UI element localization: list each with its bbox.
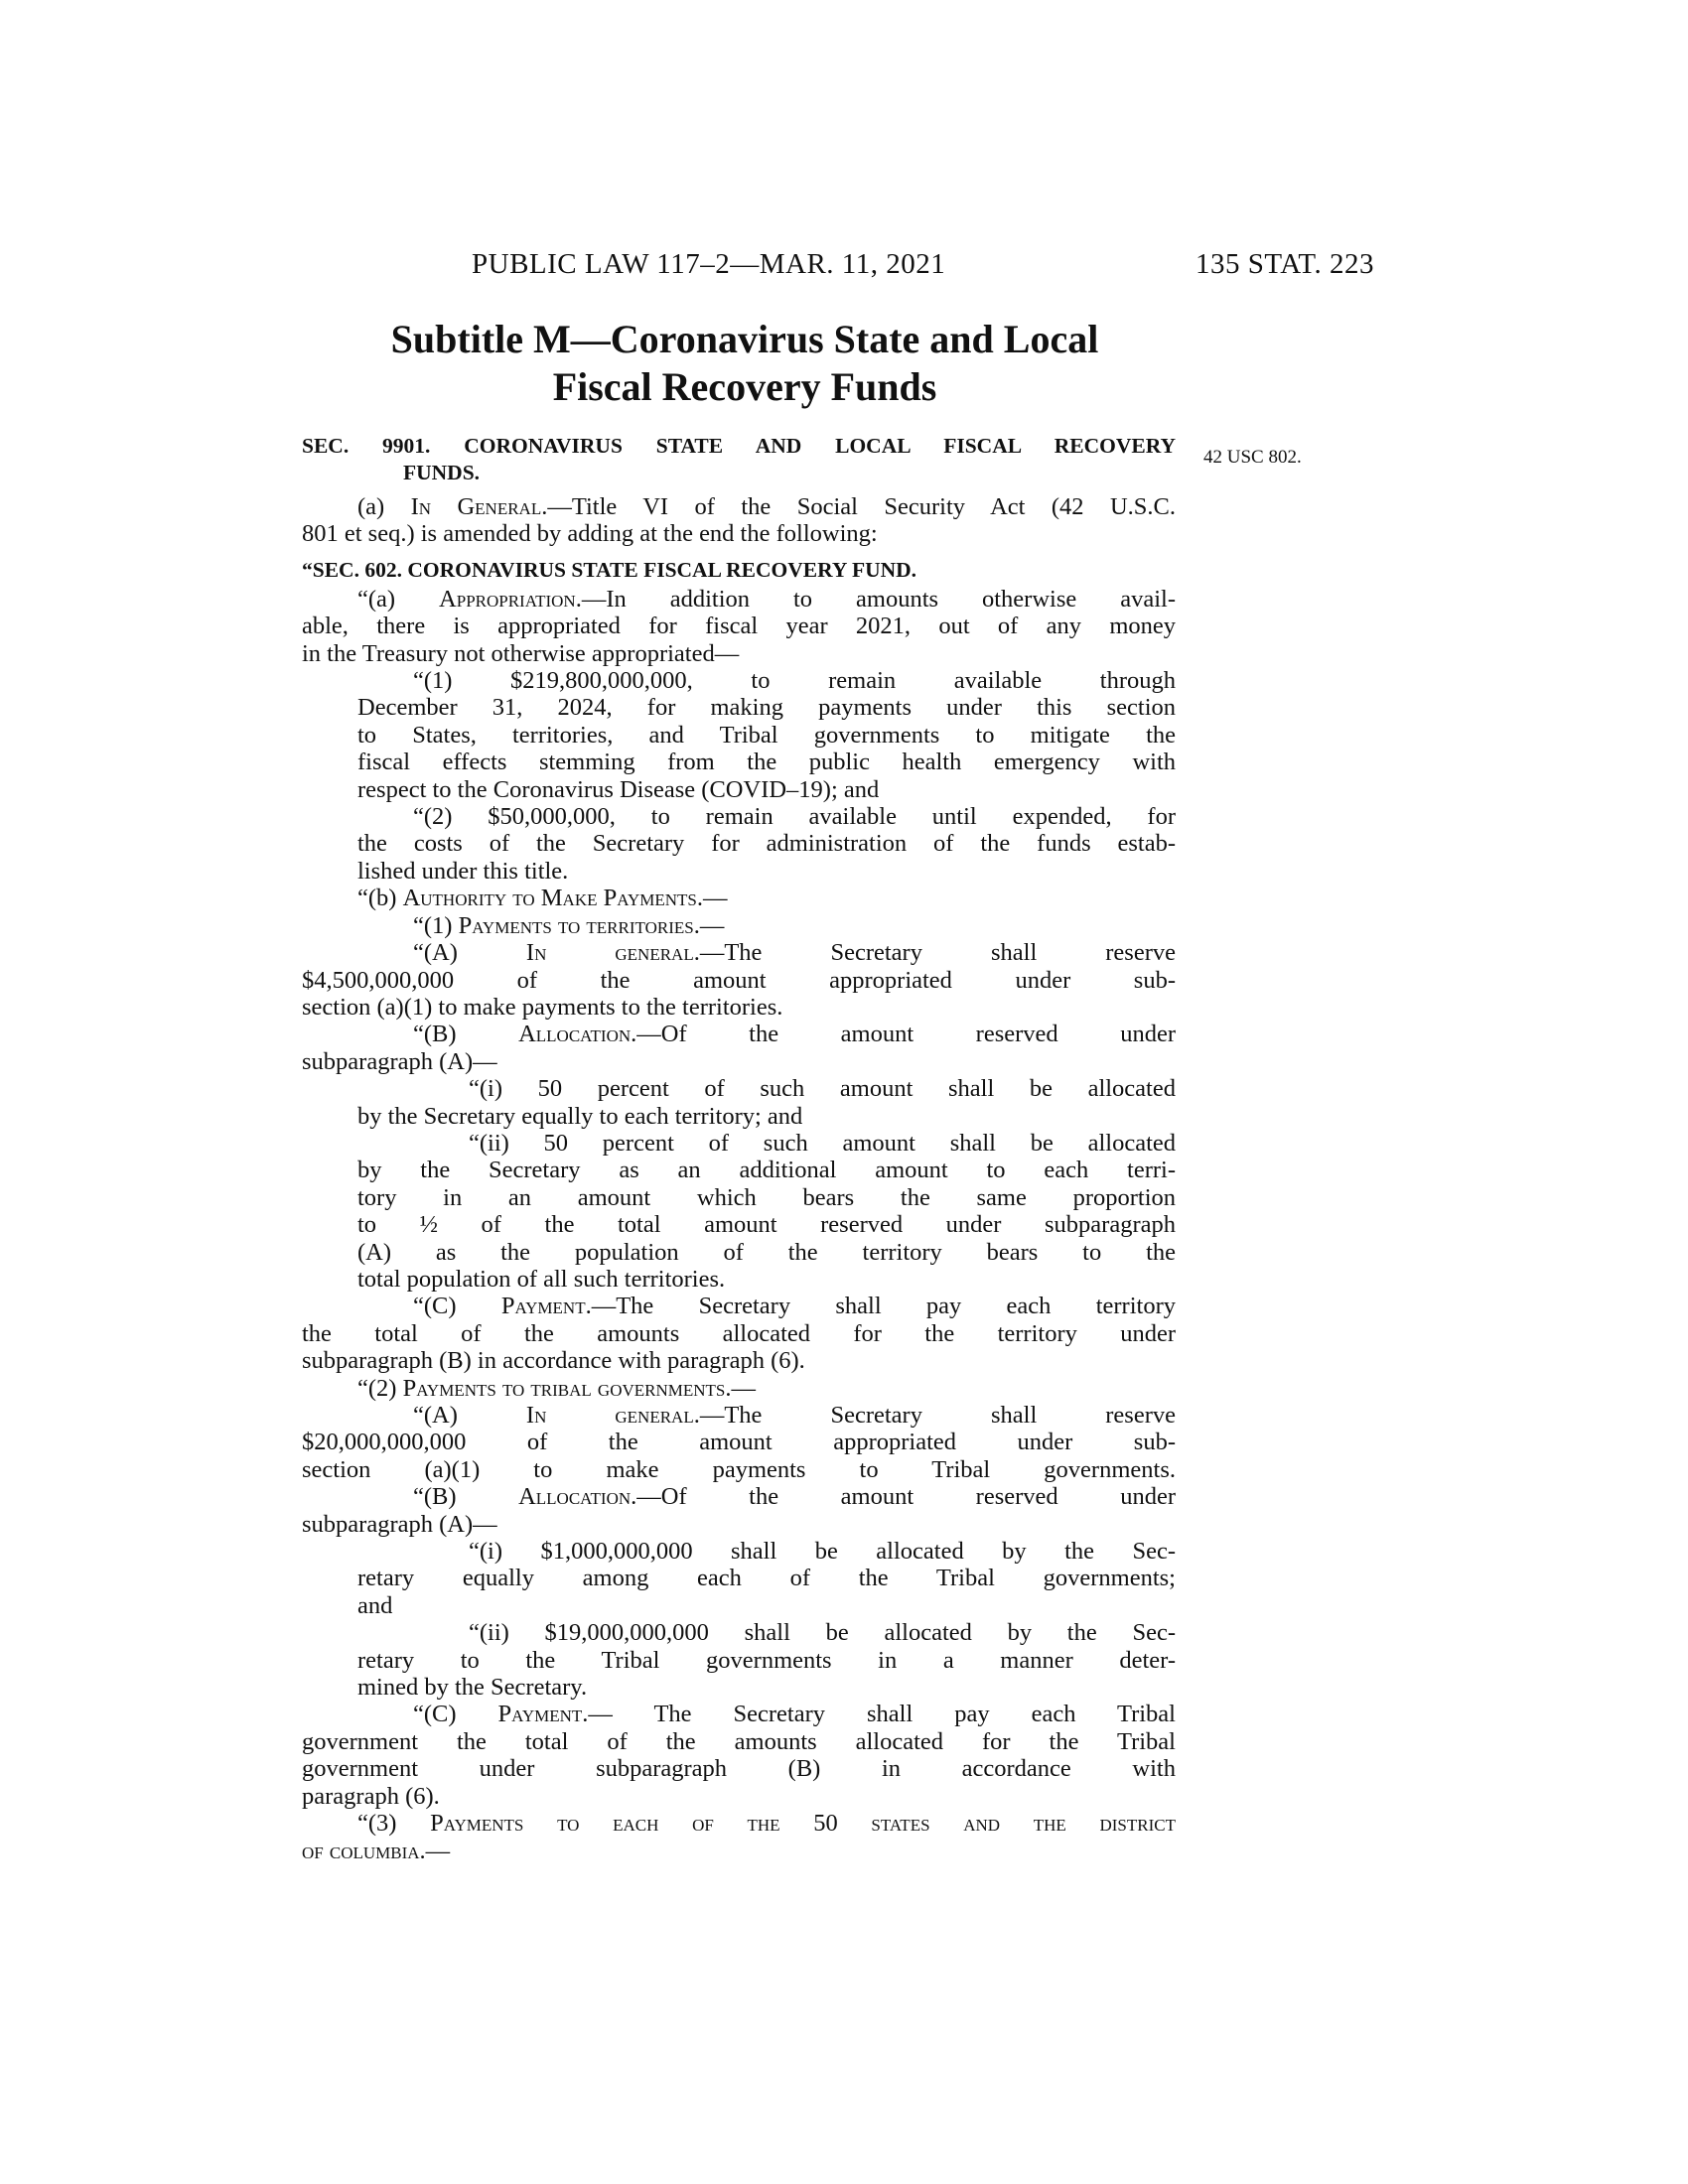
line: lished under this title.: [357, 857, 569, 885]
caption: Allocation.: [518, 1483, 637, 1511]
caption: Appropriation.: [439, 585, 582, 613]
line: by the Secretary as an additional amount to each terri-: [357, 1157, 1176, 1184]
line: fiscal effects stemming from the public health emergency with: [357, 749, 1176, 776]
line: by the Secretary equally to each territory; and: [357, 1102, 803, 1130]
running-head: PUBLIC LAW 117–2—MAR. 11, 2021: [472, 248, 946, 280]
line: in the Treasury not otherwise appropriated—: [302, 639, 740, 667]
caption: Authority to Make Payments.: [402, 885, 703, 912]
line: able, there is appropriated for fiscal year 2021, out of any money: [302, 613, 1176, 640]
line: government the total of the amounts allocated for the Tribal: [302, 1727, 1176, 1755]
margin-note-citation: 42 USC 802.: [1203, 447, 1302, 468]
line: $4,500,000,000 of the amount appropriated under sub-: [302, 966, 1176, 994]
label: “(a): [357, 585, 440, 613]
label: “(2): [357, 1374, 403, 1402]
line: section (a)(1) to make payments to Tribal governments.: [302, 1455, 1176, 1483]
sec-602-heading: “SEC. 602. CORONAVIRUS STATE FISCAL RECOVERY FUND.: [302, 557, 917, 582]
caption: In general.: [525, 1402, 700, 1429]
body-text: [302, 493, 1176, 1864]
line: retary to the Tribal governments in a manner deter-: [357, 1646, 1176, 1674]
line: to States, territories, and Tribal governments to mitigate the: [357, 721, 1176, 749]
text: — The Secretary shall pay each Tribal: [588, 1701, 1176, 1728]
subtitle-line-2: Fiscal Recovery Funds: [552, 364, 937, 409]
line: (A) as the population of the territory bears to the: [357, 1238, 1176, 1266]
section-heading-continued: FUNDS.: [403, 461, 481, 484]
line: [302, 1375, 1176, 1402]
line: subparagraph (A)—: [302, 1047, 497, 1075]
line: government under subparagraph (B) in accordance with: [302, 1755, 1176, 1783]
line: the total of the amounts allocated for the territory under: [302, 1319, 1176, 1347]
label: “(B): [413, 1483, 519, 1511]
caption: Payments to each of the 50 states and the district: [430, 1810, 1176, 1838]
line: $20,000,000,000 of the amount appropriated under sub-: [302, 1429, 1176, 1456]
label: “(3): [357, 1810, 431, 1838]
text: —The Secretary shall reserve: [699, 939, 1177, 967]
text: —: [731, 1374, 756, 1402]
line: paragraph (6).: [302, 1782, 440, 1810]
text: —Of the amount reserved under: [636, 1021, 1176, 1048]
line: “(ii) $19,000,000,000 shall be allocated by the Sec-: [469, 1619, 1176, 1647]
subtitle-line-1: Subtitle M—Coronavirus State and Local: [390, 317, 1099, 361]
line: [302, 1402, 1176, 1429]
text: —Title VI of the Social Security Act (42 U.S.C.: [547, 493, 1176, 520]
label: “(A): [413, 939, 526, 967]
line: [302, 939, 1176, 966]
line: total population of all such territories.: [357, 1265, 726, 1293]
label: “(C): [413, 1701, 498, 1728]
text: —The Secretary shall reserve: [699, 1402, 1177, 1429]
label: “(b): [357, 885, 403, 912]
caption: In General.: [410, 493, 548, 520]
text: —Of the amount reserved under: [636, 1483, 1176, 1511]
line: December 31, 2024, for making payments under this section: [357, 694, 1176, 722]
line: the costs of the Secretary for administration of the funds estab-: [357, 830, 1176, 858]
line: mined by the Secretary.: [357, 1674, 588, 1702]
line: [302, 1810, 1176, 1837]
line: [302, 586, 1176, 613]
line: “(2) $50,000,000, to remain available until expended, for: [413, 803, 1176, 831]
caption: Payments to tribal governments.: [402, 1374, 732, 1402]
line: tory in an amount which bears the same proportion: [357, 1183, 1176, 1211]
label: “(1): [413, 911, 459, 939]
caption: Payments to territories.: [458, 911, 700, 939]
section-heading: SEC. 9901. CORONAVIRUS STATE AND LOCAL FISCAL RECOVERY: [302, 434, 1176, 458]
label: “(B): [413, 1021, 519, 1048]
text: —: [425, 1837, 451, 1864]
paragraph-a-cont: 801 et seq.) is amended by adding at the end the following:: [302, 520, 878, 548]
text: —: [699, 911, 725, 939]
line: “(i) 50 percent of such amount shall be allocated: [469, 1075, 1176, 1103]
line: subparagraph (A)—: [302, 1510, 497, 1538]
line: [302, 912, 1176, 939]
line: and: [357, 1591, 393, 1619]
line: [302, 1021, 1176, 1047]
paragraph-a: [302, 493, 1176, 520]
line: “(i) $1,000,000,000 shall be allocated by the Sec-: [469, 1538, 1176, 1566]
line: [302, 885, 1176, 911]
page-number: 135 STAT. 223: [1195, 248, 1374, 280]
line: section (a)(1) to make payments to the territories.: [302, 993, 783, 1021]
line: [302, 1293, 1176, 1319]
subtitle-heading: [298, 316, 1192, 411]
label: (a): [357, 493, 411, 520]
caption: Allocation.: [518, 1021, 637, 1048]
caption: In general.: [525, 939, 700, 967]
line: [302, 1838, 1176, 1864]
label: “(C): [413, 1293, 501, 1320]
line: respect to the Coronavirus Disease (COVID–19); and: [357, 775, 880, 803]
line: [302, 1483, 1176, 1510]
label: “(A): [413, 1402, 526, 1429]
text: —: [702, 885, 728, 912]
text: —The Secretary shall pay each territory: [591, 1293, 1176, 1320]
caption: of columbia.: [302, 1837, 426, 1864]
line: “(1) $219,800,000,000, to remain available through: [413, 667, 1176, 695]
line: “(ii) 50 percent of such amount shall be allocated: [469, 1129, 1176, 1157]
line: retary equally among each of the Tribal governments;: [357, 1565, 1176, 1592]
line: to ½ of the total amount reserved under subparagraph: [357, 1211, 1176, 1239]
line: [302, 1701, 1176, 1727]
text: —In addition to amounts otherwise avail-: [581, 585, 1176, 613]
caption: Payment.: [500, 1293, 592, 1320]
caption: Payment.: [497, 1701, 589, 1728]
line: subparagraph (B) in accordance with paragraph (6).: [302, 1347, 805, 1375]
